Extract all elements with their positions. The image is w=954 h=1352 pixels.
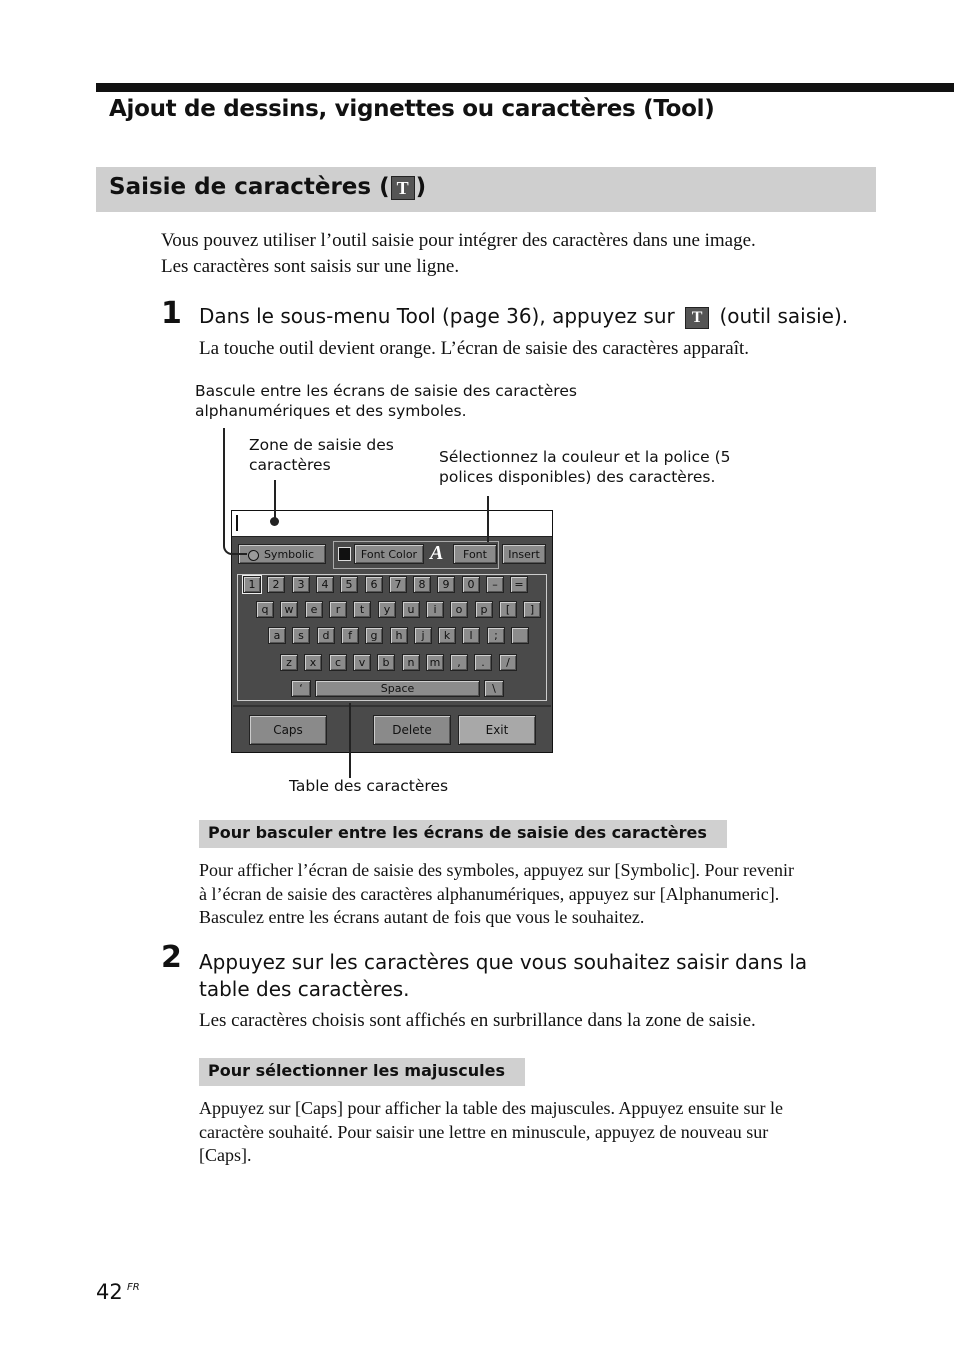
key[interactable]: [ <box>499 601 517 618</box>
callout-line: polices disponibles) des caractères. <box>439 468 716 486</box>
caps-button[interactable]: Caps <box>249 715 327 745</box>
delete-button[interactable]: Delete <box>373 715 451 745</box>
key[interactable]: b <box>377 654 395 671</box>
key[interactable]: = <box>510 576 528 593</box>
callout-line: Sélectionnez la couleur et la police (5 <box>439 448 731 466</box>
leader-line-table <box>349 703 351 778</box>
step-1-text: Dans le sous-menu Tool (page 36), appuyez sur <box>199 304 675 328</box>
callout-char-table: Table des caractères <box>289 777 449 795</box>
step-1-text-end: (outil saisie). <box>719 304 849 328</box>
subsection-heading: Pour basculer entre les écrans de saisie des caractères <box>208 823 707 842</box>
key[interactable]: 4 <box>316 576 334 593</box>
callout-line: alphanumériques et des symboles. <box>195 402 467 420</box>
key[interactable]: ; <box>487 627 505 644</box>
key[interactable]: p <box>475 601 493 618</box>
callout-line: caractères <box>249 456 331 474</box>
paragraph-line: Basculez entre les écrans autant de fois que vous le souhaitez. <box>199 907 645 927</box>
section-title-end: ) <box>415 174 427 200</box>
intro-paragraph <box>161 228 756 280</box>
key[interactable]: v <box>353 654 371 671</box>
text-cursor <box>236 515 238 531</box>
key[interactable]: a <box>268 627 286 644</box>
paragraph-line: Pour afficher l’écran de saisie des symboles, appuyez sur [Symbolic]. Pour revenir <box>199 860 794 880</box>
paragraph-line: à l’écran de saisie des caractères alphanumériques, appuyez sur [Alphanumeric]. <box>199 883 780 904</box>
step-1-number: 1 <box>161 296 182 331</box>
callout-color-font <box>439 447 730 487</box>
bottom-bar-divider <box>233 705 551 707</box>
key[interactable]: e <box>305 601 323 618</box>
character-input-field[interactable] <box>232 511 552 537</box>
subsection-paragraph <box>199 859 794 930</box>
leader-dot <box>270 517 279 526</box>
callout-input-zone <box>249 435 394 475</box>
page-number: 42 <box>96 1280 123 1304</box>
key[interactable]: 9 <box>437 576 455 593</box>
leader-line-color-font <box>487 496 489 542</box>
section-title-start: Saisie de caractères ( <box>109 174 390 200</box>
section-title <box>109 174 426 200</box>
leader-line-toggle <box>223 428 225 544</box>
key[interactable]: i <box>426 601 444 618</box>
intro-line: Vous pouvez utiliser l’outil saisie pour intégrer des caractères dans une image. <box>161 230 756 251</box>
key[interactable]: 3 <box>292 576 310 593</box>
step-2-number: 2 <box>161 940 182 975</box>
paragraph-line: caractère souhaité. Pour saisir une lettre en minuscule, appuyez de nouveau sur <box>199 1121 769 1142</box>
key[interactable]: n <box>402 654 420 671</box>
key[interactable]: w <box>280 601 298 618</box>
key[interactable]: 6 <box>365 576 383 593</box>
leader-line-toggle-elbow <box>223 537 247 555</box>
step-2-line: Appuyez sur les caractères que vous souhaitez saisir dans la <box>199 950 808 974</box>
step-2-instruction <box>199 949 807 1003</box>
callout-toggle <box>195 381 577 421</box>
color-swatch[interactable] <box>338 547 351 561</box>
key[interactable]: f <box>341 627 359 644</box>
key[interactable]: 1 <box>243 576 261 593</box>
key[interactable]: . <box>474 654 492 671</box>
key[interactable]: r <box>329 601 347 618</box>
exit-button[interactable]: Exit <box>458 715 536 745</box>
key[interactable]: 8 <box>413 576 431 593</box>
callout-line: Bascule entre les écrans de saisie des caractères <box>195 382 577 400</box>
insert-button[interactable]: Insert <box>502 544 546 564</box>
key[interactable]: x <box>304 654 322 671</box>
page-language: FR <box>127 1282 140 1293</box>
key[interactable]: 0 <box>462 576 480 593</box>
key[interactable]: k <box>438 627 456 644</box>
leader-line-input <box>274 480 276 520</box>
font-a-icon: A <box>430 542 444 564</box>
symbolic-label: Symbolic <box>263 547 315 561</box>
key[interactable]: o <box>450 601 468 618</box>
subsection-heading: Pour sélectionner les majuscules <box>208 1061 506 1080</box>
font-button[interactable]: Font <box>453 544 497 564</box>
key[interactable]: j <box>414 627 432 644</box>
key[interactable]: 2 <box>267 576 285 593</box>
key[interactable]: l <box>462 627 480 644</box>
intro-line: Les caractères sont saisis sur une ligne. <box>161 256 460 277</box>
key-space[interactable]: Space <box>315 680 480 697</box>
callout-line: Zone de saisie des <box>249 436 394 454</box>
key[interactable]: z <box>280 654 298 671</box>
paragraph-line: [Caps]. <box>199 1145 252 1165</box>
key[interactable]: d <box>317 627 335 644</box>
step-1-instruction <box>199 303 848 330</box>
step-2-note: Les caractères choisis sont affichés en surbrillance dans la zone de saisie. <box>199 1010 756 1031</box>
step-2-line: table des caractères. <box>199 977 410 1001</box>
step-1-note: La touche outil devient orange. L’écran de saisie des caractères apparaît. <box>199 338 750 359</box>
key[interactable] <box>511 627 529 644</box>
paragraph-line: Appuyez sur [Caps] pour afficher la table des majuscules. Appuyez ensuite sur le <box>199 1098 783 1118</box>
text-tool-icon: T <box>685 307 709 329</box>
key[interactable]: q <box>256 601 274 618</box>
key[interactable]: c <box>329 654 347 671</box>
top-rule <box>96 83 954 92</box>
key[interactable]: – <box>486 576 504 593</box>
subsection-paragraph <box>199 1097 783 1168</box>
key[interactable]: t <box>353 601 371 618</box>
key[interactable]: 5 <box>340 576 358 593</box>
key-backquote[interactable]: ‘ <box>291 680 311 697</box>
key[interactable]: s <box>292 627 310 644</box>
radio-icon <box>248 550 259 561</box>
key[interactable]: h <box>390 627 408 644</box>
key-backslash[interactable]: \ <box>484 680 504 697</box>
key[interactable]: g <box>365 627 383 644</box>
key[interactable]: , <box>450 654 468 671</box>
key[interactable]: ] <box>523 601 541 618</box>
key[interactable]: y <box>378 601 396 618</box>
key[interactable]: 7 <box>389 576 407 593</box>
key[interactable]: m <box>426 654 444 671</box>
key[interactable]: / <box>499 654 517 671</box>
text-tool-icon: T <box>391 176 415 200</box>
key[interactable]: u <box>402 601 420 618</box>
font-color-button[interactable]: Font Color <box>354 544 424 564</box>
chapter-title: Ajout de dessins, vignettes ou caractères (Tool) <box>109 96 715 122</box>
